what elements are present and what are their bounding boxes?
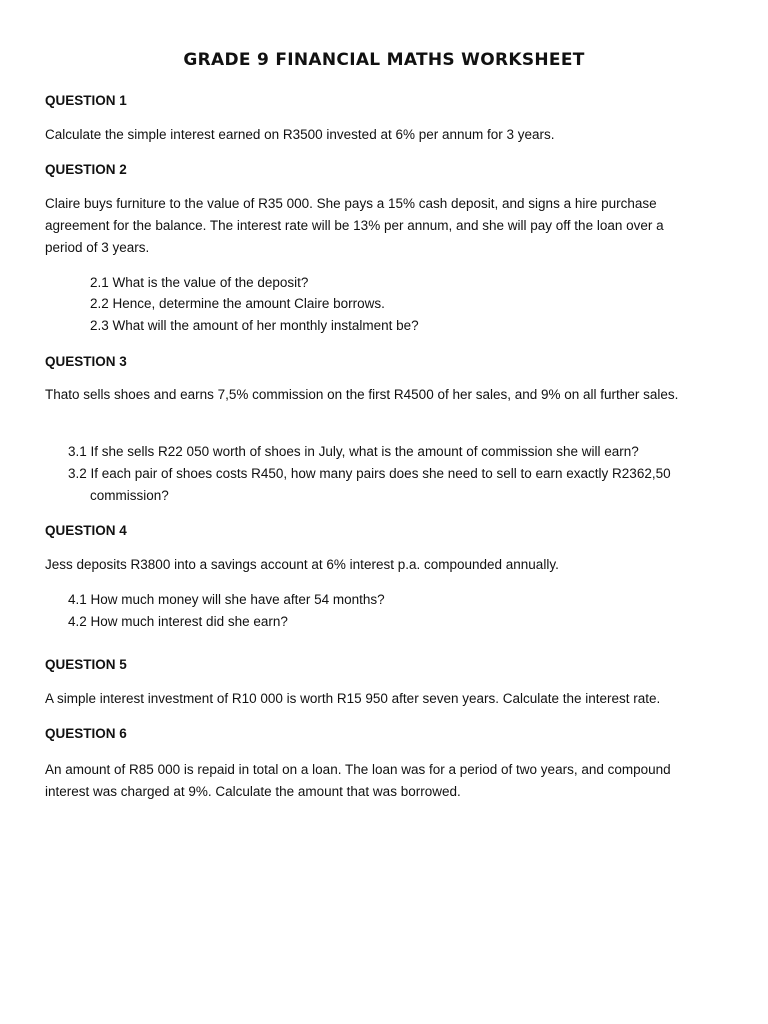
question-6-text-line: interest was charged at 9%. Calculate the amount that was borrowed. — [45, 784, 461, 799]
question-4-item: 4.1 How much money will she have after 54 months? — [68, 592, 385, 607]
question-1-heading: QUESTION 1 — [45, 93, 127, 108]
question-2-text-line: agreement for the balance. The interest rate will be 13% per annum, and she will pay off the loan over a — [45, 218, 664, 233]
question-6-text-line: An amount of R85 000 is repaid in total on a loan. The loan was for a period of two years, and compound — [45, 762, 671, 777]
question-3-heading: QUESTION 3 — [45, 354, 127, 369]
question-2-heading: QUESTION 2 — [45, 162, 127, 177]
question-3-item: 3.1 If she sells R22 050 worth of shoes in July, what is the amount of commission she will earn? — [68, 444, 639, 459]
worksheet-title: GRADE 9 FINANCIAL MATHS WORKSHEET — [183, 50, 585, 70]
question-6-heading: QUESTION 6 — [45, 726, 127, 741]
question-1-text: Calculate the simple interest earned on R3500 invested at 6% per annum for 3 years. — [45, 127, 555, 142]
question-5-text: A simple interest investment of R10 000 is worth R15 950 after seven years. Calculate the interest rate. — [45, 691, 661, 706]
question-3-item: 3.2 If each pair of shoes costs R450, how many pairs does she need to sell to earn exactly R2362,50 — [68, 466, 671, 481]
question-4-item: 4.2 How much interest did she earn? — [68, 614, 288, 629]
question-3-text: Thato sells shoes and earns 7,5% commission on the first R4500 of her sales, and 9% on all further sales. — [45, 387, 679, 402]
question-4-heading: QUESTION 4 — [45, 523, 127, 538]
question-5-heading: QUESTION 5 — [45, 657, 127, 672]
question-2-text-line: Claire buys furniture to the value of R35 000. She pays a 15% cash deposit, and signs a hire purchase — [45, 196, 657, 211]
question-3-item-continuation: commission? — [90, 488, 169, 503]
question-4-text: Jess deposits R3800 into a savings account at 6% interest p.a. compounded annually. — [45, 557, 559, 572]
question-2-item: 2.1 What is the value of the deposit? — [90, 275, 309, 290]
question-2-text-line: period of 3 years. — [45, 240, 150, 255]
question-2-item: 2.3 What will the amount of her monthly instalment be? — [90, 318, 419, 333]
question-2-item: 2.2 Hence, determine the amount Claire borrows. — [90, 296, 385, 311]
